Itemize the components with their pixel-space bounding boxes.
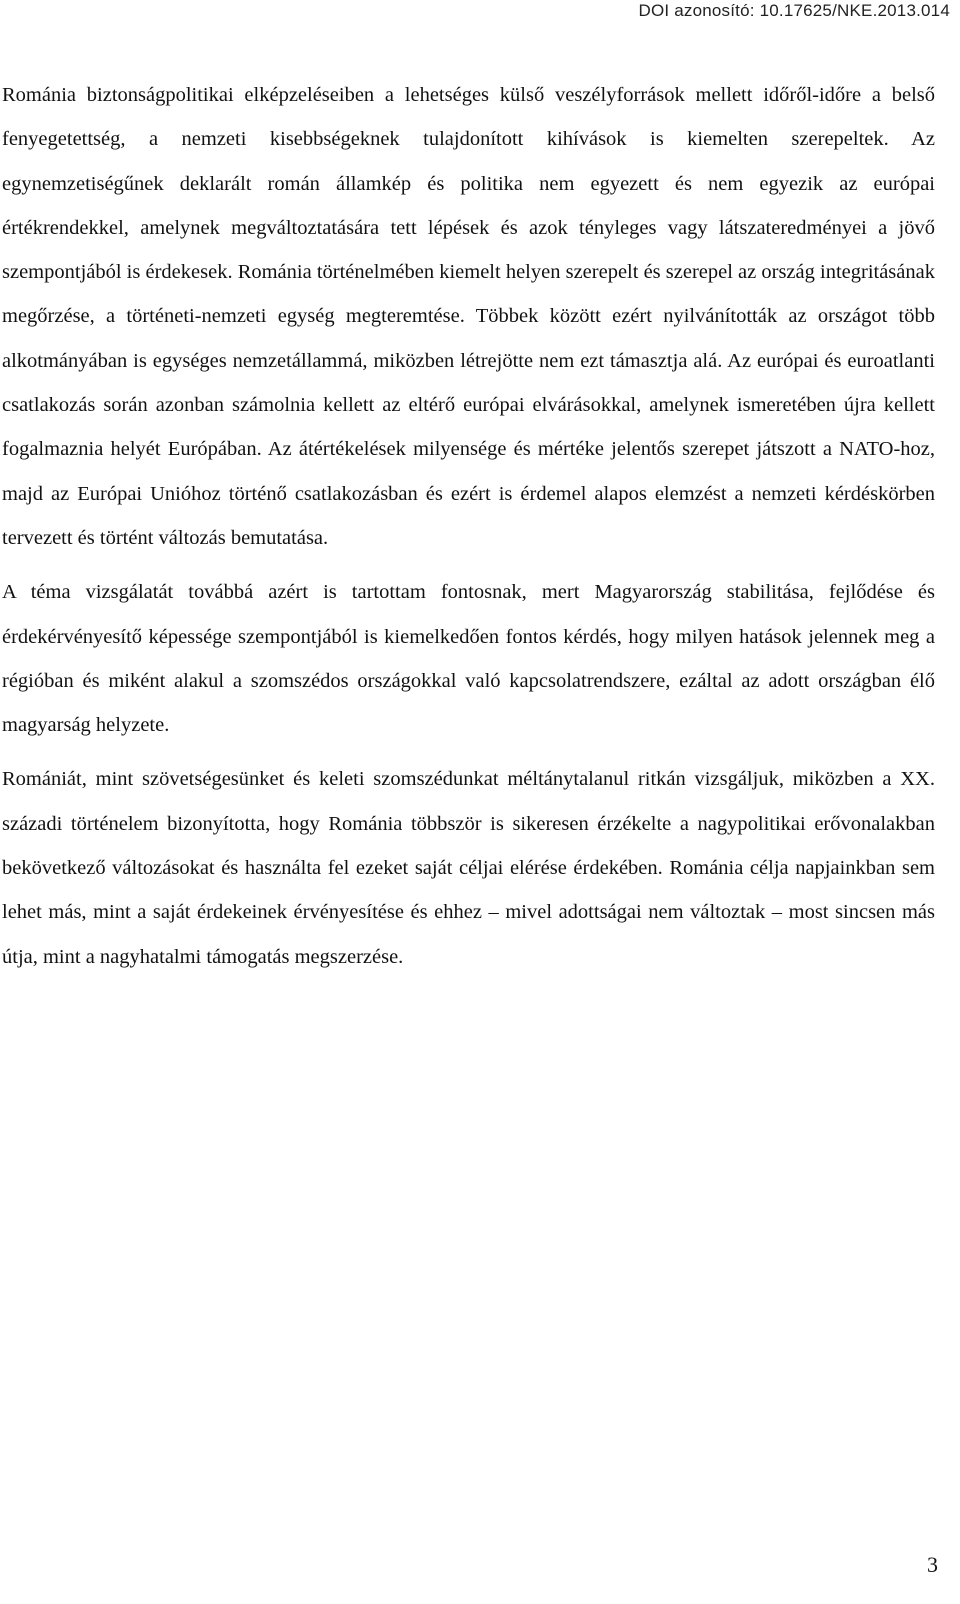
doi-header: DOI azonosító: 10.17625/NKE.2013.014 [638, 1, 950, 20]
paragraph-1: Románia biztonságpolitikai elképzeléseiben a lehetséges külső veszélyforrások mellett időről-időre a belső fenyegetettség, a nemzeti kisebbségeknek tulajdonított kihívások is kiemelten szerepeltek. Az egynemzetiségűnek deklarált román államkép és politika nem egyezett és nem egyezik az európai értékrendekkel, amelynek megváltoztatására tett lépések és azok tényleges vagy látszateredményei a jövő szempontjából is érdekesek. Románia történelmében kiemelt helyen szerepelt és szerepel az ország integritásának megőrzése, a történeti-nemzeti egység megteremtése. Többek között ezért nyilvánították az országot több alkotmányában is egységes nemzetállammá, miközben létrejötte nem ezt támasztja alá. Az európai és euroatlanti csatlakozás során azonban számolnia kellett az eltérő európai elvárásokkal, amelynek ismeretében újra kellett fogalmaznia helyét Európában. Az átértékelések milyensége és mértéke jelentős szerepet játszott a NATO-hoz, majd az Európai Unióhoz történő csatlakozásban és ezért is érdemel alapos elemzést a nemzeti kérdéskörben tervezett és történt változás bemutatása. [2, 84, 935, 549]
paragraph-2: A téma vizsgálatát továbbá azért is tartottam fontosnak, mert Magyarország stabilitása, fejlődése és érdekérvényesítő képessége szempontjából is kiemelkedően fontos kérdés, hogy milyen hatások jelennek meg a régióban és miként alakul a szomszédos országokkal való kapcsolatrendszere, ezáltal az adott országban élő magyarság helyzete. [2, 581, 935, 737]
body-text [2, 73, 935, 989]
page-number: 3 [927, 1552, 938, 1577]
paragraph-3: Romániát, mint szövetségesünket és keleti szomszédunkat méltánytalanul ritkán vizsgáljuk, miközben a XX. századi történelem bizonyította, hogy Románia többször is sikeresen érzékelte a nagypolitikai erővonalakban bekövetkező változásokat és használta fel ezeket saját céljai elérése érdekében. Románia célja napjainkban sem lehet más, mint a saját érdekeinek érvényesítése és ehhez – mivel adottságai nem változtak – most sincsen más útja, mint a nagyhatalmi támogatás megszerzése. [2, 768, 935, 968]
